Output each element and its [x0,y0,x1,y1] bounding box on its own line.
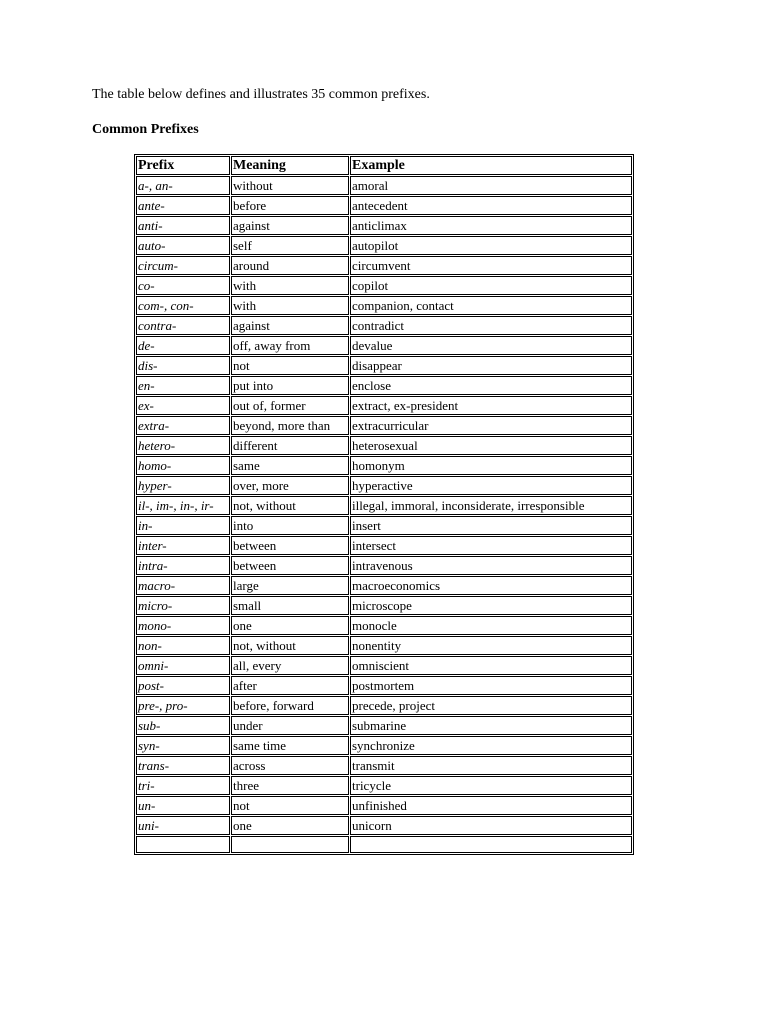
header-row [136,156,632,175]
table-row [136,836,632,853]
prefix-cell: de- [136,336,230,355]
table-row [136,456,632,475]
table-row [136,516,632,535]
example-cell: microscope [350,596,632,615]
table-row [136,276,632,295]
prefix-cell: tri- [136,776,230,795]
example-cell: autopilot [350,236,632,255]
table-row [136,496,632,515]
example-cell: unicorn [350,816,632,835]
meaning-cell: off, away from [231,336,349,355]
meaning-cell: before, forward [231,696,349,715]
prefix-cell: contra- [136,316,230,335]
example-cell [350,836,632,853]
table-row [136,576,632,595]
prefix-cell: il-, im-, in-, ir- [136,496,230,515]
meaning-cell: not [231,356,349,375]
prefix-cell: inter- [136,536,230,555]
example-cell: amoral [350,176,632,195]
meaning-cell: between [231,556,349,575]
example-cell: homonym [350,456,632,475]
table-row [136,616,632,635]
example-cell: extracurricular [350,416,632,435]
example-cell: devalue [350,336,632,355]
meaning-cell: not, without [231,496,349,515]
table-row [136,416,632,435]
table-row [136,596,632,615]
table-row [136,716,632,735]
header-meaning: Meaning [231,156,349,175]
table-row [136,336,632,355]
table-row [136,376,632,395]
example-cell: contradict [350,316,632,335]
meaning-cell: against [231,216,349,235]
prefix-cell: post- [136,676,230,695]
prefix-cell: sub- [136,716,230,735]
meaning-cell: with [231,276,349,295]
meaning-cell: after [231,676,349,695]
example-cell: monocle [350,616,632,635]
meaning-cell: put into [231,376,349,395]
header-prefix: Prefix [136,156,230,175]
meaning-cell: beyond, more than [231,416,349,435]
prefix-cell: com-, con- [136,296,230,315]
example-cell: omniscient [350,656,632,675]
prefix-cell: hyper- [136,476,230,495]
prefix-cell: syn- [136,736,230,755]
example-cell: copilot [350,276,632,295]
example-cell: macroeconomics [350,576,632,595]
header-example: Example [350,156,632,175]
section-heading: Common Prefixes [92,122,199,137]
prefix-cell: macro- [136,576,230,595]
prefix-table [134,154,634,855]
table-row [136,756,632,775]
table-row [136,296,632,315]
table-row [136,196,632,215]
prefix-cell: hetero- [136,436,230,455]
example-cell: transmit [350,756,632,775]
prefix-cell [136,836,230,853]
example-cell: hyperactive [350,476,632,495]
example-cell: heterosexual [350,436,632,455]
table-row [136,176,632,195]
prefix-cell: in- [136,516,230,535]
table-row [136,476,632,495]
example-cell: precede, project [350,696,632,715]
table-row [136,236,632,255]
table-row [136,796,632,815]
table-row [136,536,632,555]
prefix-cell: extra- [136,416,230,435]
meaning-cell: not, without [231,636,349,655]
prefix-cell: un- [136,796,230,815]
table-row [136,256,632,275]
meaning-cell: small [231,596,349,615]
table-row [136,736,632,755]
meaning-cell: one [231,816,349,835]
table-row [136,396,632,415]
table-row [136,556,632,575]
prefix-cell: a-, an- [136,176,230,195]
meaning-cell: same time [231,736,349,755]
example-cell: insert [350,516,632,535]
prefix-cell: uni- [136,816,230,835]
table-row [136,776,632,795]
prefix-cell: pre-, pro- [136,696,230,715]
table-row [136,216,632,235]
meaning-cell: under [231,716,349,735]
prefix-cell: auto- [136,236,230,255]
example-cell: circumvent [350,256,632,275]
meaning-cell: before [231,196,349,215]
table-row [136,656,632,675]
prefix-cell: micro- [136,596,230,615]
meaning-cell: across [231,756,349,775]
table-row [136,696,632,715]
meaning-cell: large [231,576,349,595]
example-cell: extract, ex-president [350,396,632,415]
meaning-cell: all, every [231,656,349,675]
prefix-cell: en- [136,376,230,395]
prefix-cell: trans- [136,756,230,775]
table-row [136,816,632,835]
table-row [136,636,632,655]
meaning-cell: three [231,776,349,795]
example-cell: enclose [350,376,632,395]
prefix-cell: mono- [136,616,230,635]
example-cell: submarine [350,716,632,735]
table-row [136,436,632,455]
example-cell: unfinished [350,796,632,815]
example-cell: disappear [350,356,632,375]
table-row [136,676,632,695]
table-body [136,176,632,853]
meaning-cell: one [231,616,349,635]
example-cell: intravenous [350,556,632,575]
example-cell: companion, contact [350,296,632,315]
prefix-cell: ante- [136,196,230,215]
prefix-cell: ex- [136,396,230,415]
example-cell: antecedent [350,196,632,215]
prefix-cell: omni- [136,656,230,675]
example-cell: postmortem [350,676,632,695]
meaning-cell: same [231,456,349,475]
example-cell: nonentity [350,636,632,655]
meaning-cell: self [231,236,349,255]
table-row [136,356,632,375]
prefix-cell: non- [136,636,230,655]
example-cell: tricycle [350,776,632,795]
meaning-cell: with [231,296,349,315]
example-cell: synchronize [350,736,632,755]
intro-text: The table below defines and illustrates 35 common prefixes. [92,87,430,102]
meaning-cell: against [231,316,349,335]
example-cell: intersect [350,536,632,555]
prefix-cell: co- [136,276,230,295]
meaning-cell: between [231,536,349,555]
meaning-cell: over, more [231,476,349,495]
table-header [136,156,632,175]
meaning-cell: not [231,796,349,815]
prefix-cell: intra- [136,556,230,575]
meaning-cell: without [231,176,349,195]
prefix-cell: homo- [136,456,230,475]
meaning-cell: into [231,516,349,535]
meaning-cell: different [231,436,349,455]
example-cell: illegal, immoral, inconsiderate, irresponsible [350,496,632,515]
meaning-cell [231,836,349,853]
prefix-cell: circum- [136,256,230,275]
table-row [136,316,632,335]
prefix-cell: dis- [136,356,230,375]
meaning-cell: out of, former [231,396,349,415]
meaning-cell: around [231,256,349,275]
prefix-cell: anti- [136,216,230,235]
example-cell: anticlimax [350,216,632,235]
